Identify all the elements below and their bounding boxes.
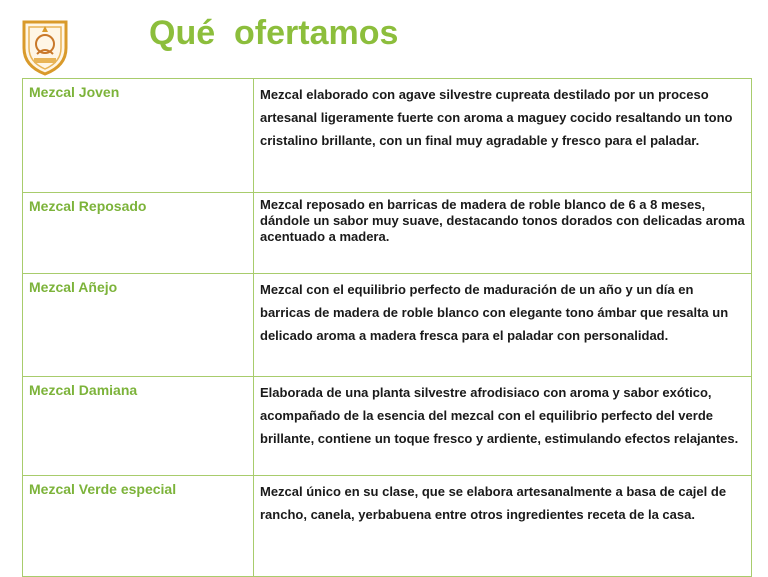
product-description: Mezcal elaborado con agave silvestre cupreata destilado por un proceso artesanal ligeramente fuerte con aroma a maguey cocido resaltando un tono cristalino brillante, con un final muy agradable y fresco para el paladar. [254,79,752,193]
table-row [23,79,752,193]
product-description: Elaborada de una planta silvestre afrodisiaco con aroma y sabor exótico, acompañado de la esencia del mezcal con el equilibrio perfecto del verde brillante, contiene un toque fresco y ardiente, estimulando efectos relajantes. [254,377,752,476]
product-name: Mezcal Damiana [23,377,254,476]
table-row [23,377,752,476]
product-description: Mezcal reposado en barricas de madera de roble blanco de 6 a 8 meses, dándole un sabor muy suave, destacando tonos dorados con delicadas aroma acentuado a madera. [254,193,752,274]
product-name: Mezcal Verde especial [23,476,254,577]
table-row [23,274,752,377]
table-row [23,476,752,577]
product-description: Mezcal con el equilibrio perfecto de maduración de un año y un día en barricas de madera de roble blanco con elegante tono ámbar que resalta un delicado aroma a madera fresca para el paladar con personalidad. [254,274,752,377]
product-name: Mezcal Joven [23,79,254,193]
table-row [23,193,752,274]
offer-table [22,78,752,577]
product-description: Mezcal único en su clase, que se elabora artesanalmente a basa de cajel de rancho, canela, yerbabuena entre otros ingredientes receta de la casa. [254,476,752,577]
product-name: Mezcal Añejo [23,274,254,377]
mezcal-crest-logo [20,18,70,76]
product-name: Mezcal Reposado [23,193,254,274]
page-title: Qué ofertamos [149,14,399,52]
